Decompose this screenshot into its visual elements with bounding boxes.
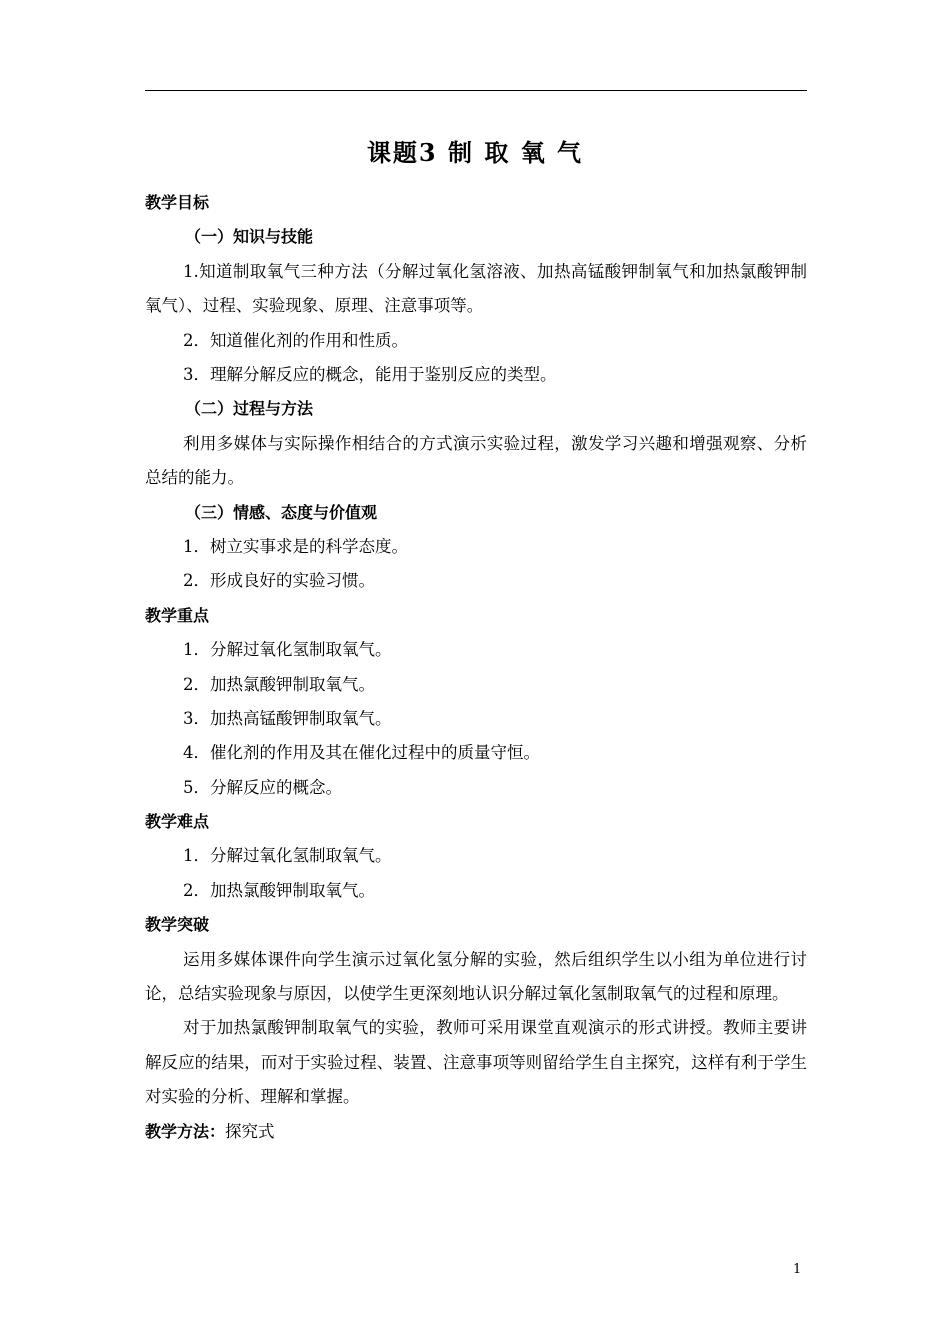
key-point-item: 5．分解反应的概念。 bbox=[183, 777, 342, 797]
difficulties-heading: 教学难点 bbox=[145, 812, 210, 832]
goals-subheading-knowledge: （一）知识与技能 bbox=[185, 227, 314, 247]
goals-knowledge-item-3: 3．理解分解反应的概念，能用于鉴别反应的类型。 bbox=[183, 364, 557, 384]
goals-knowledge-item-2: 2．知道催化剂的作用和性质。 bbox=[183, 330, 408, 350]
breakthrough-paragraph-1: 运用多媒体课件向学生演示过氧化氢分解的实验，然后组织学生以小组为单位进行讨论，总结实验现象与原因，以使学生更深刻地认识分解过氧化氢制取氧气的过程和原理。 bbox=[145, 949, 807, 1004]
teaching-method-value: 探究式 bbox=[225, 1121, 275, 1141]
breakthrough-heading: 教学突破 bbox=[145, 915, 210, 935]
goals-process-paragraph: 利用多媒体与实际操作相结合的方式演示实验过程，激发学习兴趣和增强观察、分析总结的能力。 bbox=[145, 433, 807, 488]
page-title: 课题3 制 取 氧 气 bbox=[366, 138, 584, 167]
page-number: 1 bbox=[793, 1262, 802, 1277]
goals-attitude-item-1: 1．树立实事求是的科学态度。 bbox=[183, 536, 408, 556]
key-point-item: 3．加热高锰酸钾制取氧气。 bbox=[183, 708, 392, 728]
header-rule bbox=[145, 90, 807, 91]
difficulty-item: 2．加热氯酸钾制取氧气。 bbox=[183, 880, 375, 900]
teaching-method-label: 教学方法： bbox=[145, 1121, 226, 1141]
goals-subheading-attitude: （三）情感、态度与价值观 bbox=[185, 502, 378, 522]
key-point-item: 1．分解过氧化氢制取氧气。 bbox=[183, 640, 392, 660]
breakthrough-paragraph-2: 对于加热氯酸钾制取氧气的实验，教师可采用课堂直观演示的形式讲授。教师主要讲解反应的结果，而对于实验过程、装置、注意事项等则留给学生自主探究，这样有利于学生对实验的分析、理解和掌握。 bbox=[145, 1018, 807, 1107]
goals-knowledge-item-1: 1.知道制取氧气三种方法（分解过氧化氢溶液、加热高锰酸钾制氧气和加热氯酸钾制氧气）、过程、实验现象、原理、注意事项等。 bbox=[145, 261, 807, 316]
key-point-item: 4．催化剂的作用及其在催化过程中的质量守恒。 bbox=[183, 743, 540, 763]
document-body bbox=[145, 186, 807, 1149]
goals-heading: 教学目标 bbox=[145, 193, 210, 212]
teaching-method bbox=[145, 1115, 807, 1149]
goals-subheading-process: （二）过程与方法 bbox=[185, 399, 314, 419]
goals-attitude-item-2: 2．形成良好的实验习惯。 bbox=[183, 571, 375, 591]
difficulty-item: 1．分解过氧化氢制取氧气。 bbox=[183, 846, 392, 866]
key-points-heading: 教学重点 bbox=[145, 605, 210, 625]
key-point-item: 2．加热氯酸钾制取氧气。 bbox=[183, 674, 375, 694]
